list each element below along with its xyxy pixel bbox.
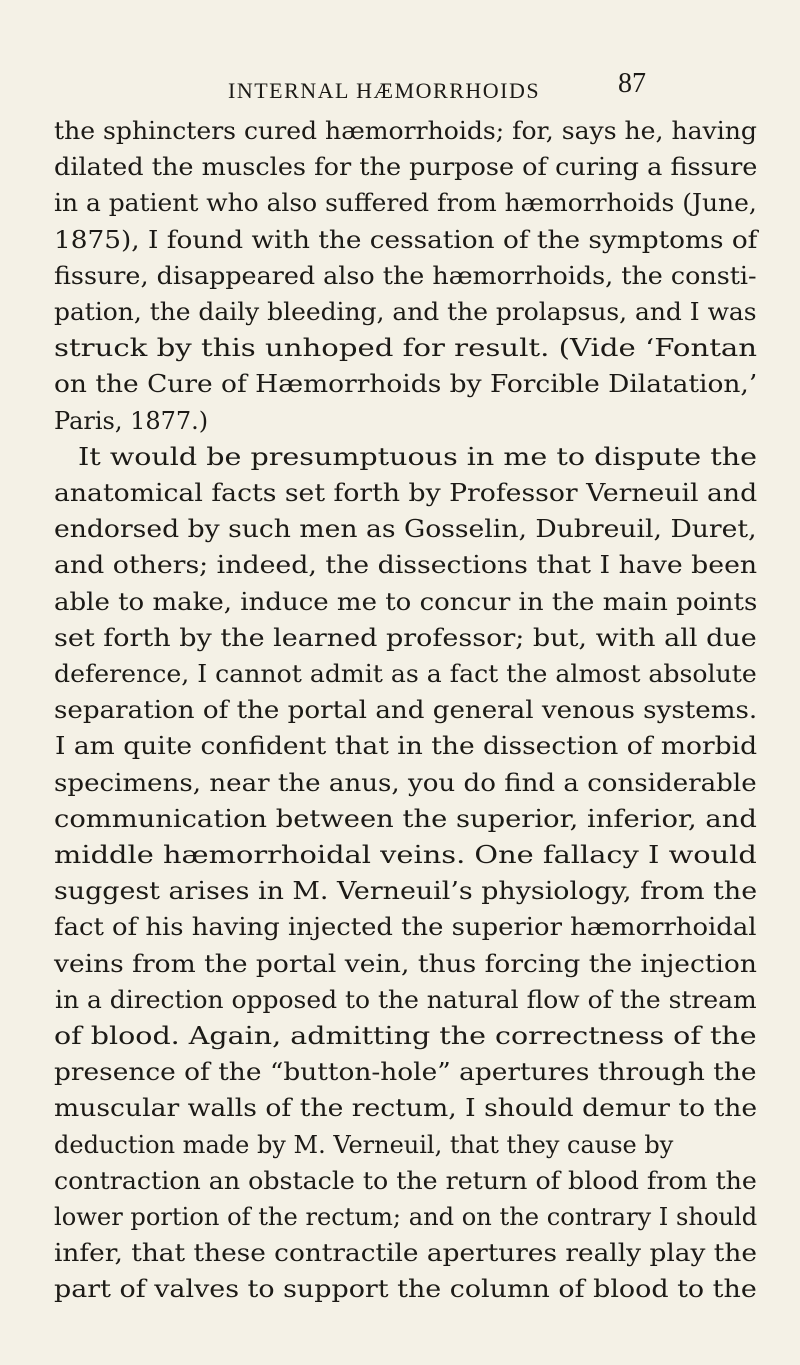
text-line: struck by this unhoped for result. (Vide ‘Fontan [54, 334, 758, 363]
text-line: on the Cure of Hæmorrhoids by Forcible Dilatation,’ [54, 370, 758, 399]
text-line: middle hæmorrhoidal veins. One fallacy I would [54, 841, 757, 869]
text-line: dilated the muscles for the purpose of curing a fissure [54, 153, 758, 182]
text-line: fissure, disappeared also the hæmorrhoids, the consti- [54, 261, 757, 290]
text-line: 1875), I found with the cessation of the symptoms of [54, 225, 758, 254]
text-line: of blood. Again, admitting the correctness of the [54, 1022, 757, 1050]
text-line: in a direction opposed to the natural flow of the stream [55, 985, 757, 1014]
text-line: the sphincters cured hæmorrhoids; for, says he, having [54, 117, 757, 145]
running-head: INTERNAL HÆMORRHOIDS [228, 78, 541, 103]
text-line: muscular walls of the rectum, I should demur to the [54, 1094, 758, 1123]
text-line: communication between the superior, inferior, and [54, 804, 757, 833]
text-line: set forth by the learned professor; but, with all due [54, 623, 757, 652]
text-line: lower portion of the rectum; and on the contrary I should [54, 1203, 758, 1231]
text-line: It would be presumptuous in me to dispute the [78, 442, 757, 471]
text-line: specimens, near the anus, you do find a considerable [54, 768, 757, 797]
text-line: in a patient who also suffered from hæmorrhoids (June, [54, 189, 757, 218]
text-line: I am quite confident that in the dissection of morbid [55, 732, 758, 761]
text-line: contraction an obstacle to the return of blood from the [54, 1166, 757, 1195]
text-line: anatomical facts set forth by Professor Verneuil and [54, 479, 758, 507]
text-line: fact of his having injected the superior hæmorrhoidal [54, 913, 757, 942]
text-line: deduction made by M. Verneuil, that they cause by [54, 1130, 674, 1159]
text-line: separation of the portal and general venous systems. [54, 696, 758, 725]
text-line: veins from the portal vein, thus forcing the injection [54, 949, 757, 978]
text-line: deference, I cannot admit as a fact the almost absolute [54, 660, 757, 688]
text-line: part of valves to support the column of blood to the [54, 1275, 757, 1304]
text-line: suggest arises in M. Verneuil’s physiology, from the [54, 877, 758, 906]
text-line: Paris, 1877.) [54, 406, 209, 435]
text-line: pation, the daily bleeding, and the prolapsus, and I was [54, 298, 757, 326]
text-line: infer, that these contractile apertures really play the [54, 1239, 757, 1268]
text-line: able to make, induce me to concur in the main points [54, 587, 758, 616]
text-line: presence of the “button-hole” apertures through the [54, 1058, 757, 1087]
page-number: 87 [618, 68, 646, 99]
text-line: endorsed by such men as Gosselin, Dubreuil, Duret, [54, 515, 757, 544]
text-line: and others; indeed, the dissections that I have been [54, 551, 758, 580]
